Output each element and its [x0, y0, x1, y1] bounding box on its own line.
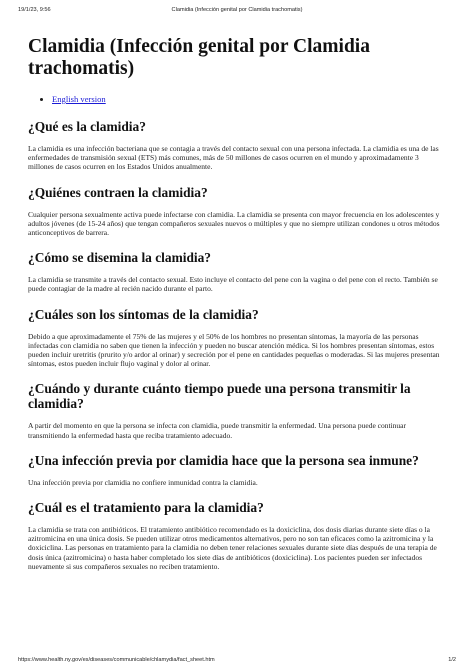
- section-heading-transmission-period: ¿Cuándo y durante cuánto tiempo puede una persona transmitir la clamidia?: [28, 381, 411, 412]
- print-page-number: 1/2: [448, 657, 456, 663]
- print-url: https://www.health.ny.gov/es/diseases/communicable/chlamydia/fact_sheet.htm: [18, 657, 215, 663]
- section-heading-what-is: ¿Qué es la clamidia?: [28, 119, 146, 134]
- article: [28, 36, 444, 571]
- section-body-transmission-period: A partir del momento en que la persona se infecta con clamidia, puede transmitir la enfermedad. Una persona puede continuar transmitiendo la enfermedad hasta que reciba tratamiento adecuado.: [28, 421, 406, 440]
- print-datetime: 19/1/23, 9:56: [18, 7, 51, 13]
- page-title: Clamidia (Infección genital por Clamidia trachomatis): [28, 36, 370, 79]
- section-body-symptoms: Debido a que aproximadamente el 75% de las mujeres y el 50% de los hombres no presentan síntomas, la mayoría de las personas infectadas con clamidia no saben que tienen la infección y pueden no buscar atención médica. Si los hombres presentan síntomas, estos pueden incluir uretritis (prurito y/o ardor al orinar) y secreción por el pene en cantidades pequeñas o moderadas. Si las mujeres presentan síntomas, estos pueden incluir flujo vaginal y dolor al orinar.: [28, 331, 440, 369]
- section-heading-treatment: ¿Cuál es el tratamiento para la clamidia?: [28, 500, 264, 516]
- language-links: [28, 94, 444, 104]
- section-body-what-is: La clamidia es una infección bacteriana que se contagia a través del contacto sexual con una persona infectada. La clamidia es una de las enfermedades de transmisión sexual (ETS) más comunes, más de 50 millones de casos ocurren en el mundo y aproximadamente 3 millones de casos ocurren en los Estados Unidos anualmente.: [28, 144, 439, 172]
- print-footer: [18, 657, 456, 663]
- section-heading-symptoms: ¿Cuáles son los síntomas de la clamidia?: [28, 306, 259, 322]
- language-link-item: [52, 94, 444, 104]
- print-doc-title: Clamidia (Infección genital por Clamidia trachomatis): [171, 7, 303, 13]
- section-body-who-gets: Cualquier persona sexualmente activa puede infectarse con clamidia. La clamidia se presenta con mayor frecuencia en los adolescentes y adultos jóvenes (de 15-24 años) que tengan compañeros sexuales nuevos o múltiples y que no siempre utilizan condones u otros métodos anticonceptivos de barrera.: [28, 209, 440, 238]
- section-heading-how-spread: ¿Cómo se disemina la clamidia?: [28, 250, 212, 266]
- section-heading-who-gets: ¿Quiénes contraen la clamidia?: [28, 184, 208, 200]
- english-version-link[interactable]: English version: [52, 94, 106, 104]
- section-heading-immunity: ¿Una infección previa por clamidia hace que la persona sea inmune?: [28, 452, 419, 468]
- section-body-how-spread: La clamidia se transmite a través del contacto sexual. Esto incluye el contacto del pene con la vagina o del pene con el recto. También se puede contagiar de la madre al recién nacido durante el parto.: [28, 275, 438, 294]
- section-body-treatment: La clamidia se trata con antibióticos. El tratamiento antibiótico recomendado es la doxiciclina, dos dosis diarias durante siete días o la azitromicina en una única dosis. Se pueden utilizar otros medicamentos alternativos, pero no son tan eficaces como la azitromicina y la doxiciclina. Las personas en tratamiento para la clamidia no deben tener relaciones sexuales durante siete días después de una terapia de dosis única (azitromicina) o hasta haber completado los siete días de antibióticos (doxiciclina). Los pacientes pueden ser infectados nuevamente si sus compañeros sexuales no reciben tratamiento.: [28, 525, 437, 571]
- section-body-immunity: Una infección previa por clamidia no confiere inmunidad contra la clamidia.: [28, 477, 258, 487]
- print-header: [18, 7, 456, 13]
